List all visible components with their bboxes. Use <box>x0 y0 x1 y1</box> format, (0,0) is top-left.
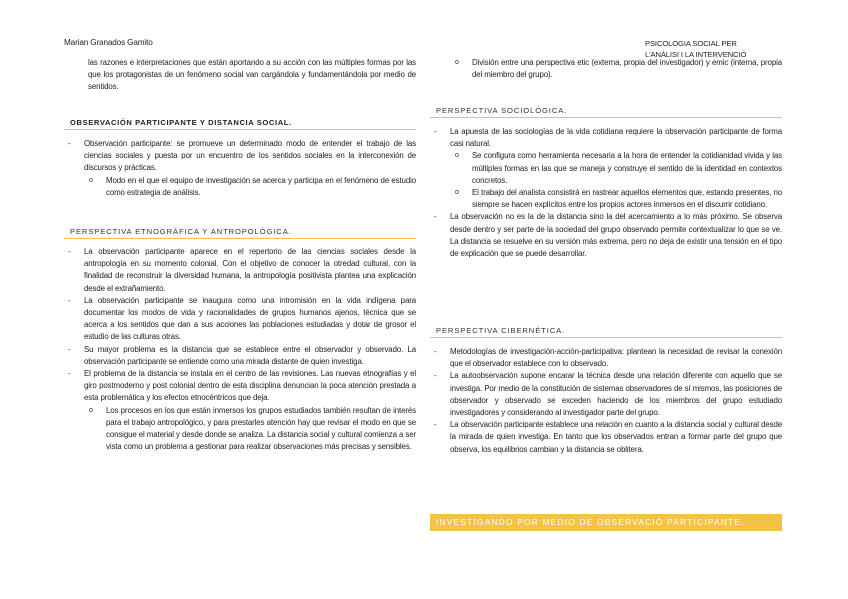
bullet-marker: - <box>68 295 71 305</box>
intro-paragraph: las razones e interpretaciones que están aportando a su acción con las múltiples formas por las que los protagonistas de un fenómeno social van cargándola y fundamentándola por medio de sentidos. <box>88 58 416 92</box>
list-item-text: Su mayor problema es la distancia que se establece entre el observador y observado. La observación participante se entiende como una mirada distante de quien investiga. <box>84 344 416 366</box>
section-heading-sociologica: PERSPECTIVA SOCIOLÓGICA. <box>430 104 782 118</box>
list-item-text: La autoobservación supone encarar la técnica desde una relación diferente con aquello que se investiga. Por medio de la constitución de sistemas observadores de sí mismos, las posiciones de observador y observado se exceden haciendo de los miembros del grupo estudiado investigadores y considerando al investigador parte del grupo. <box>450 371 782 418</box>
sub-bullet-marker: o <box>89 176 93 184</box>
list-item-text: El trabajo del analista consistirá en rastrear aquellos elementos que, estando presentes, no siempre se hacen explícitos entre los propios actores inmersos en el discurrir cotidiano. <box>472 188 782 210</box>
sub-bullet-marker: o <box>455 152 459 160</box>
list-item-text: La apuesta de las sociologías de la vida cotidiana requiere la observación participante de forma casi natural. <box>450 127 782 149</box>
course-title-line2: L'ANÀLISI I LA INTERVENCIÓ <box>645 50 747 59</box>
section-list-sociologica <box>430 126 782 260</box>
list-item <box>64 405 416 454</box>
continuation-list <box>430 57 782 81</box>
list-item <box>64 344 416 368</box>
list-item <box>64 368 416 405</box>
section-heading-observacion: OBSERVACIÓN PARTICIPANTE Y DISTANCIA SOCIAL. <box>64 116 416 130</box>
bullet-marker: - <box>434 212 437 222</box>
bullet-marker: - <box>434 371 437 381</box>
list-item-text: La observación participante se inaugura como una intromisión en la vida indígena para documentar los modos de vida y racionalidades de grupos humanos ajenos, técnica que se acerca a los sentidos que dan a sus acciones las poblaciones estudiadas y dotar de grosor el estudio de las culturas otras. <box>84 295 416 342</box>
list-item-text: Metodologías de investigación-acción-participativa: plantean la necesidad de revisar la conexión que el observador establece con lo observado. <box>450 347 782 369</box>
bullet-marker: - <box>434 420 437 430</box>
section-list-observacion <box>64 138 416 199</box>
section-list-cibernetica <box>430 346 782 456</box>
bullet-marker: - <box>68 139 71 148</box>
list-item-text: El problema de la distancia se instala en el centro de las revisiones. Las nuevas etnografías y el giro postmoderno y post colonial dentro de esta disciplina denuncian la poca atención prestada a esta problemática y los efectos etnocéntricos que deja. <box>84 369 416 403</box>
section-heading-cibernetica: PERSPECTIVA CIBERNÉTICA. <box>430 324 782 338</box>
list-item <box>430 419 782 456</box>
list-item <box>64 246 416 295</box>
bullet-marker: - <box>68 344 71 354</box>
author-name: Marian Granados Gamito <box>64 38 153 47</box>
sub-bullet-marker: o <box>455 189 459 197</box>
list-item <box>64 138 416 175</box>
bullet-marker: - <box>434 127 437 136</box>
section-band-investigando: INVESTIGANDO POR MEDIO DE OBSERVACIÓ PARTICIPANTE. <box>430 514 782 531</box>
bullet-marker: - <box>68 369 71 379</box>
list-item-text: Se configura como herramienta necesaria a la hora de entender la cotidianidad vivida y las múltiples formas en las que se maneja y construye el sentido de la identidad en contextos concretos. <box>472 151 782 185</box>
list-item <box>430 150 782 187</box>
list-item <box>430 346 782 370</box>
list-item-text: La observación no es la de la distancia sino la del acercamiento a lo más próximo. Se observa desde dentro y ser parte de la sociedad del grupo observado permite contextualizar lo que se ve. La distancia se resuelve en su versión más extrema, pero no deja de existir una tensión en el tipo de explicación que se puede desarrollar. <box>450 212 782 259</box>
bullet-marker: - <box>68 247 71 256</box>
list-item-text: Modo en el que el equipo de investigación se acerca y participa en el fenómeno de estudio como estrategia de análisis. <box>106 175 416 197</box>
list-item <box>430 57 782 81</box>
list-item-text: La observación participante establece una relación en cuanto a la distancia social y cultural desde la mirada de quien investiga. En tanto que los observados entran a formar parte del grupo que observa, los equilibrios cambian y la distancia se oblitera. <box>450 420 782 454</box>
list-item-text: Observación participante: se promueve un determinado modo de entender el trabajo de las ciencias sociales y puesta por un encuentro de los sentidos sociales en la interconexión de discursos y prácticas. <box>84 139 416 173</box>
sub-bullet-marker: o <box>455 59 459 66</box>
section-heading-etnografica: PERSPECTIVA ETNOGRÁFICA Y ANTROPOLÓGICA. <box>64 225 416 239</box>
section-list-etnografica <box>64 246 416 453</box>
list-item <box>64 295 416 344</box>
sub-bullet-marker: o <box>89 406 93 414</box>
bullet-marker: - <box>434 347 437 356</box>
list-item <box>430 211 782 260</box>
course-title-line1: PSICOLOGIA SOCIAL PER <box>645 39 737 48</box>
list-item <box>430 370 782 419</box>
list-item-text: La observación participante aparece en el repertorio de las ciencias sociales desde la antropología en su momento colonial. Con el objetivo de conocer la otredad cultural, con la finalidad de reconstruir la diversidad humana, la antropología positivista plantea una explicación desde el extrañamiento. <box>84 247 416 293</box>
list-item <box>64 175 416 199</box>
list-item <box>430 187 782 211</box>
list-item-text: Los procesos en los que están inmersos los grupos estudiados también resultan de interés para el trabajo antropológico, y para prestarles atención hay que revisar el modo en que se consigue el material y desde donde se analiza. La distancia social y cultural comienza a ser vista como un problema a gestionar para realizar observaciones más precisas y sensibles. <box>106 405 416 452</box>
list-item-text: División entre una perspectiva etic (externa, propia del investigador) y emic (interna, propia del miembro del grupo). <box>472 58 782 80</box>
list-item <box>430 126 782 150</box>
